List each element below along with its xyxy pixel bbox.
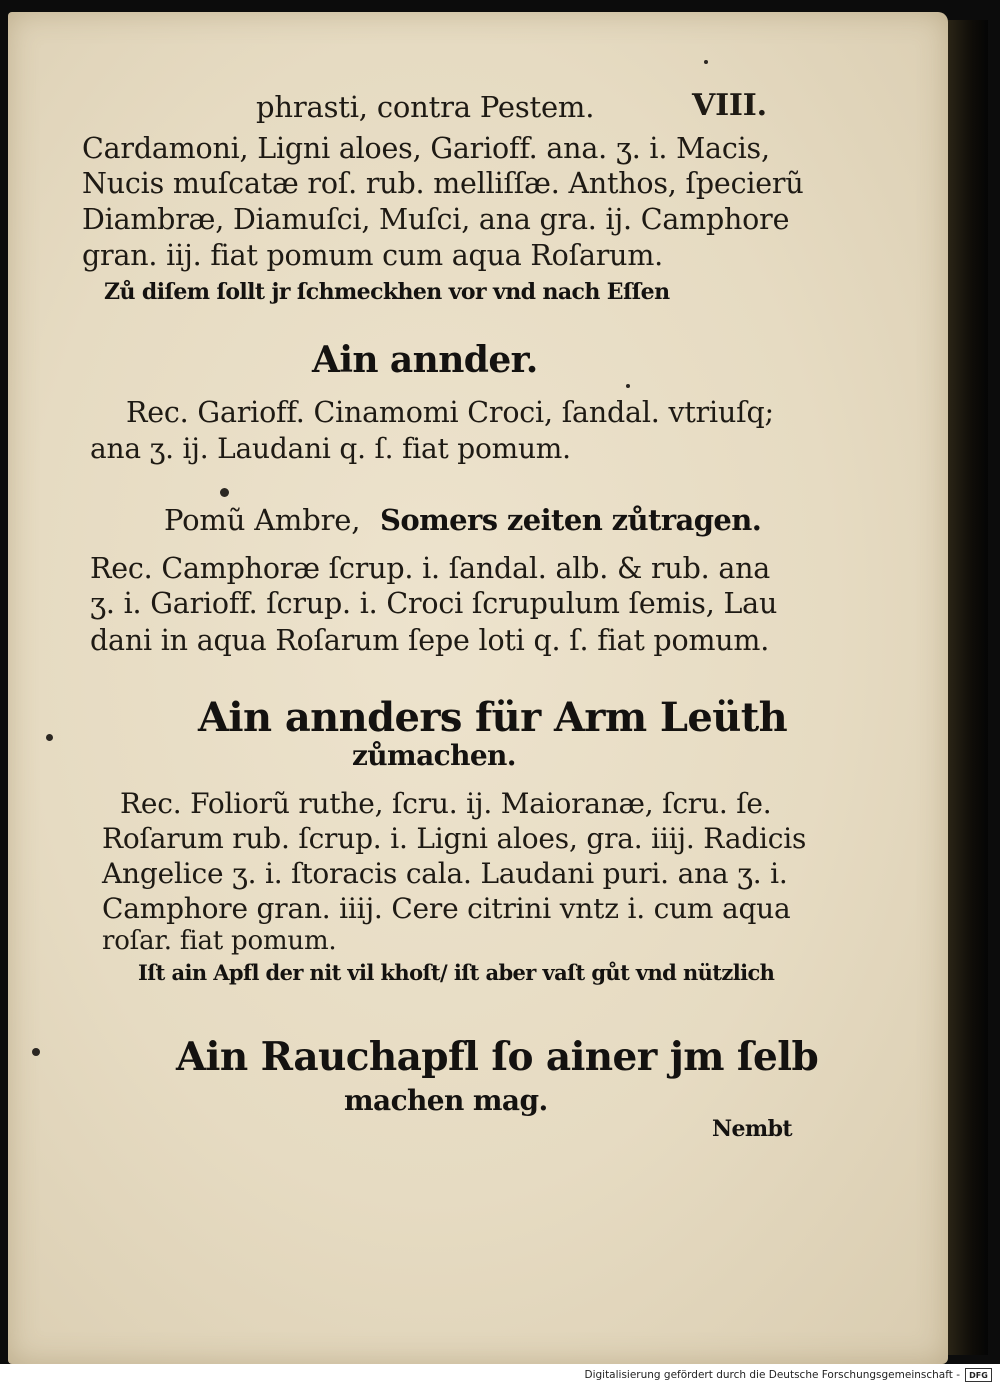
text-line: ana ʒ. ij. Laudani q. ſ. fiat pomum. xyxy=(90,432,571,465)
footer-bar xyxy=(0,1364,1000,1387)
ink-spot xyxy=(626,384,630,388)
text-line: roſar. fiat pomum. xyxy=(102,926,337,956)
text-line: Angelice ʒ. i. ſtoracis cala. Laudani puri. ana ʒ. i. xyxy=(102,857,788,890)
dfg-logo: DFG xyxy=(965,1368,992,1382)
text-line: Roſarum rub. ſcrup. i. Ligni aloes, gra. iiij. Radicis xyxy=(102,822,807,855)
fraktur-note: Iſt ain Apfl der nit vil khoſt/ iſt aber vaſt gůt vnd nützlich xyxy=(138,960,775,985)
section-heading: Ain annders für Arm Leüth xyxy=(198,694,788,741)
book-page xyxy=(8,12,948,1364)
ink-spot xyxy=(46,734,53,741)
running-title: phrasti, contra Pestem. xyxy=(256,90,595,124)
section-heading-fraktur: Somers zeiten zůtragen. xyxy=(380,503,762,537)
text-line: ʒ. i. Garioff. ſcrup. i. Croci ſcrupulum ſemis, Lau xyxy=(90,587,778,620)
section-heading-sub: zůmachen. xyxy=(352,739,516,772)
text-line: Diambræ, Diamuſci, Muſci, ana gra. ij. Camphore xyxy=(82,203,790,236)
section-heading: Ain Rauchapfl ſo ainer jm ſelb xyxy=(176,1034,819,1080)
text-line: Nucis muſcatæ roſ. rub. melliſſæ. Anthos, ſpecierũ xyxy=(82,167,804,200)
ink-spot xyxy=(220,488,229,497)
text-line: Rec. Camphoræ ſcrup. i. ſandal. alb. & rub. ana xyxy=(90,552,771,585)
fraktur-note: Zů diſem ſollt jr ſchmeckhen vor vnd nach Eſſen xyxy=(104,279,670,305)
text-line: Rec. Garioff. Cinamomi Croci, ſandal. vtriuſq; xyxy=(126,396,774,429)
ink-spot xyxy=(704,60,708,64)
catchword: Nembt xyxy=(712,1116,792,1142)
text-line: gran. iij. fiat pomum cum aqua Roſarum. xyxy=(82,239,664,272)
section-heading: Ain annder. xyxy=(312,339,538,381)
text-line: dani in aqua Roſarum ſepe loti q. ſ. fiat pomum. xyxy=(90,624,770,657)
ink-spot xyxy=(32,1048,40,1056)
section-heading-sub: machen mag. xyxy=(344,1084,548,1117)
text-line: Cardamoni, Ligni aloes, Garioff. ana. ʒ. i. Macis, xyxy=(82,132,770,165)
section-heading-roman: Pomũ Ambre, xyxy=(164,503,361,537)
book-spine xyxy=(948,20,988,1355)
funding-credit: Digitalisierung gefördert durch die Deutsche Forschungsgemeinschaft - xyxy=(584,1369,960,1381)
folio-number: VIII. xyxy=(692,88,767,123)
text-line: Camphore gran. iiij. Cere citrini vntz i. cum aqua xyxy=(102,892,791,925)
text-line: Rec. Foliorũ ruthe, ſcru. ij. Maioranæ, ſcru. ſe. xyxy=(120,787,772,820)
